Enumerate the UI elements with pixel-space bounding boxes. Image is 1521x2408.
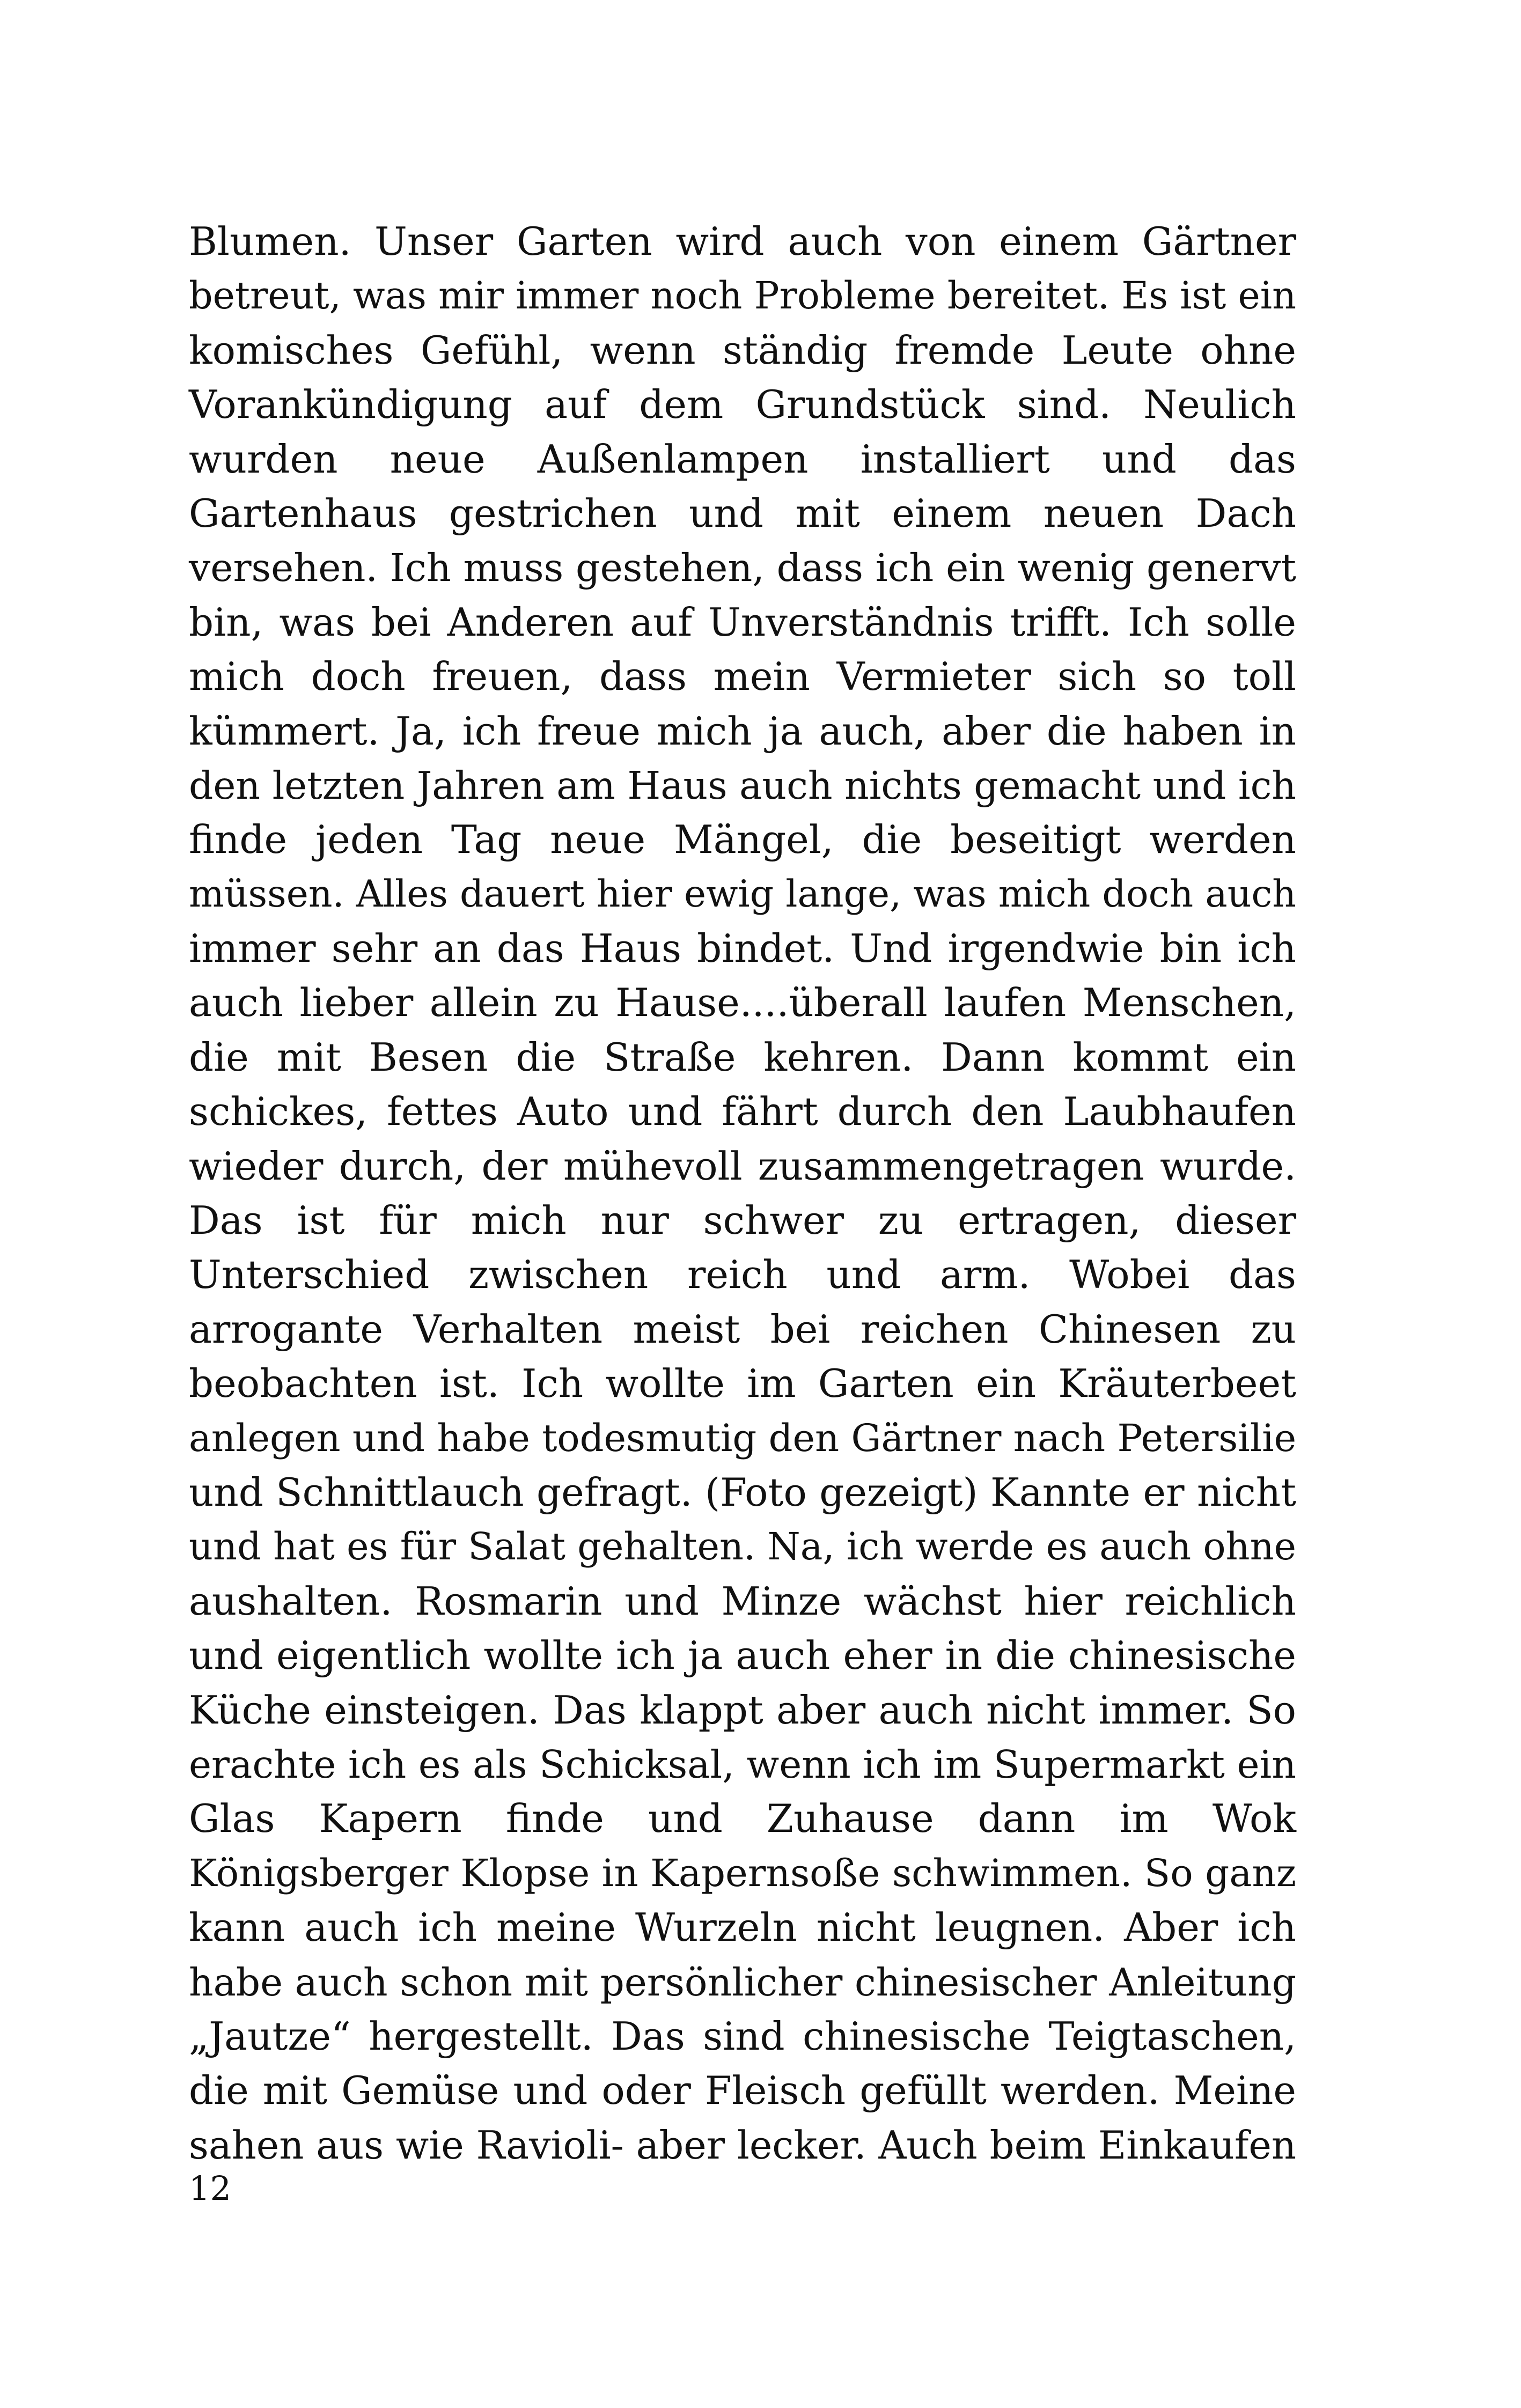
text-line: und Schnittlauch gefragt. (Foto gezeigt) Kannte er nicht <box>189 1469 1296 1515</box>
text-line: Küche einsteigen. Das klappt aber auch nicht immer. So <box>189 1687 1296 1733</box>
text-line: Gartenhaus gestrichen und mit einem neuen Dach <box>189 490 1296 536</box>
text-line: immer sehr an das Haus bindet. Und irgendwie bin ich <box>189 926 1296 971</box>
text-line: und eigentlich wollte ich ja auch eher in die chinesische <box>189 1633 1296 1678</box>
text-line: beobachten ist. Ich wollte im Garten ein Kräuterbeet <box>189 1361 1296 1406</box>
text-line: schickes, fettes Auto und fährt durch den Laubhaufen <box>189 1089 1296 1135</box>
text-line: kann auch ich meine Wurzeln nicht leugnen. Aber ich <box>189 1905 1296 1950</box>
text-line: habe auch schon mit persönlicher chinesischer Anleitung <box>189 1960 1296 2005</box>
text-line: die mit Besen die Straße kehren. Dann kommt ein <box>189 1034 1296 1080</box>
text-line: Unterschied zwischen reich und arm. Wobei das <box>189 1252 1296 1298</box>
text-line: Das ist für mich nur schwer zu ertragen, dieser <box>189 1198 1296 1243</box>
text-line: komisches Gefühl, wenn ständig fremde Leute ohne <box>189 327 1296 373</box>
text-line: sahen aus wie Ravioli- aber lecker. Auch beim Einkaufen <box>189 2122 1297 2168</box>
text-line: müssen. Alles dauert hier ewig lange, was mich doch auch <box>189 872 1296 916</box>
text-line: wieder durch, der mühevoll zusammengetragen wurde. <box>189 1143 1296 1189</box>
text-line: wurden neue Außenlampen installiert und das <box>189 436 1296 482</box>
text-line: finde jeden Tag neue Mängel, die beseitigt werden <box>189 817 1296 863</box>
body-text <box>189 215 1296 2173</box>
text-line: betreut, was mir immer noch Probleme bereitet. Es ist ein <box>189 274 1296 318</box>
text-line: arrogante Verhalten meist bei reichen Chinesen zu <box>189 1306 1296 1352</box>
text-line: den letzten Jahren am Haus auch nichts gemacht und ich <box>189 763 1296 808</box>
text-line: Königsberger Klopse in Kapernsoße schwimmen. So ganz <box>189 1851 1296 1895</box>
text-line: kümmert. Ja, ich freue mich ja auch, aber die haben in <box>189 708 1296 754</box>
text-line: Blumen. Unser Garten wird auch von einem Gärtner <box>189 219 1296 264</box>
text-line: die mit Gemüse und oder Fleisch gefüllt werden. Meine <box>189 2068 1296 2114</box>
text-line: und hat es für Salat gehalten. Na, ich werde es auch ohne <box>189 1525 1296 1569</box>
text-line: Vorankündigung auf dem Grundstück sind. Neulich <box>189 382 1296 428</box>
text-line: aushalten. Rosmarin und Minze wächst hier reichlich <box>189 1578 1296 1624</box>
text-line: „Jautze“ hergestellt. Das sind chinesische Teigtaschen, <box>189 2013 1296 2059</box>
text-line: erachte ich es als Schicksal, wenn ich im Supermarkt ein <box>189 1742 1296 1787</box>
page-number: 12 <box>189 2169 231 2208</box>
text-line: versehen. Ich muss gestehen, dass ich ein wenig genervt <box>189 546 1296 591</box>
text-line: auch lieber allein zu Hause....überall laufen Menschen, <box>189 980 1296 1026</box>
text-line: anlegen und habe todesmutig den Gärtner nach Petersilie <box>189 1416 1297 1460</box>
text-line: mich doch freuen, dass mein Vermieter sich so toll <box>189 654 1296 699</box>
text-line: Glas Kapern finde und Zuhause dann im Wok <box>189 1796 1296 1842</box>
text-line: bin, was bei Anderen auf Unverständnis trifft. Ich solle <box>189 599 1296 645</box>
